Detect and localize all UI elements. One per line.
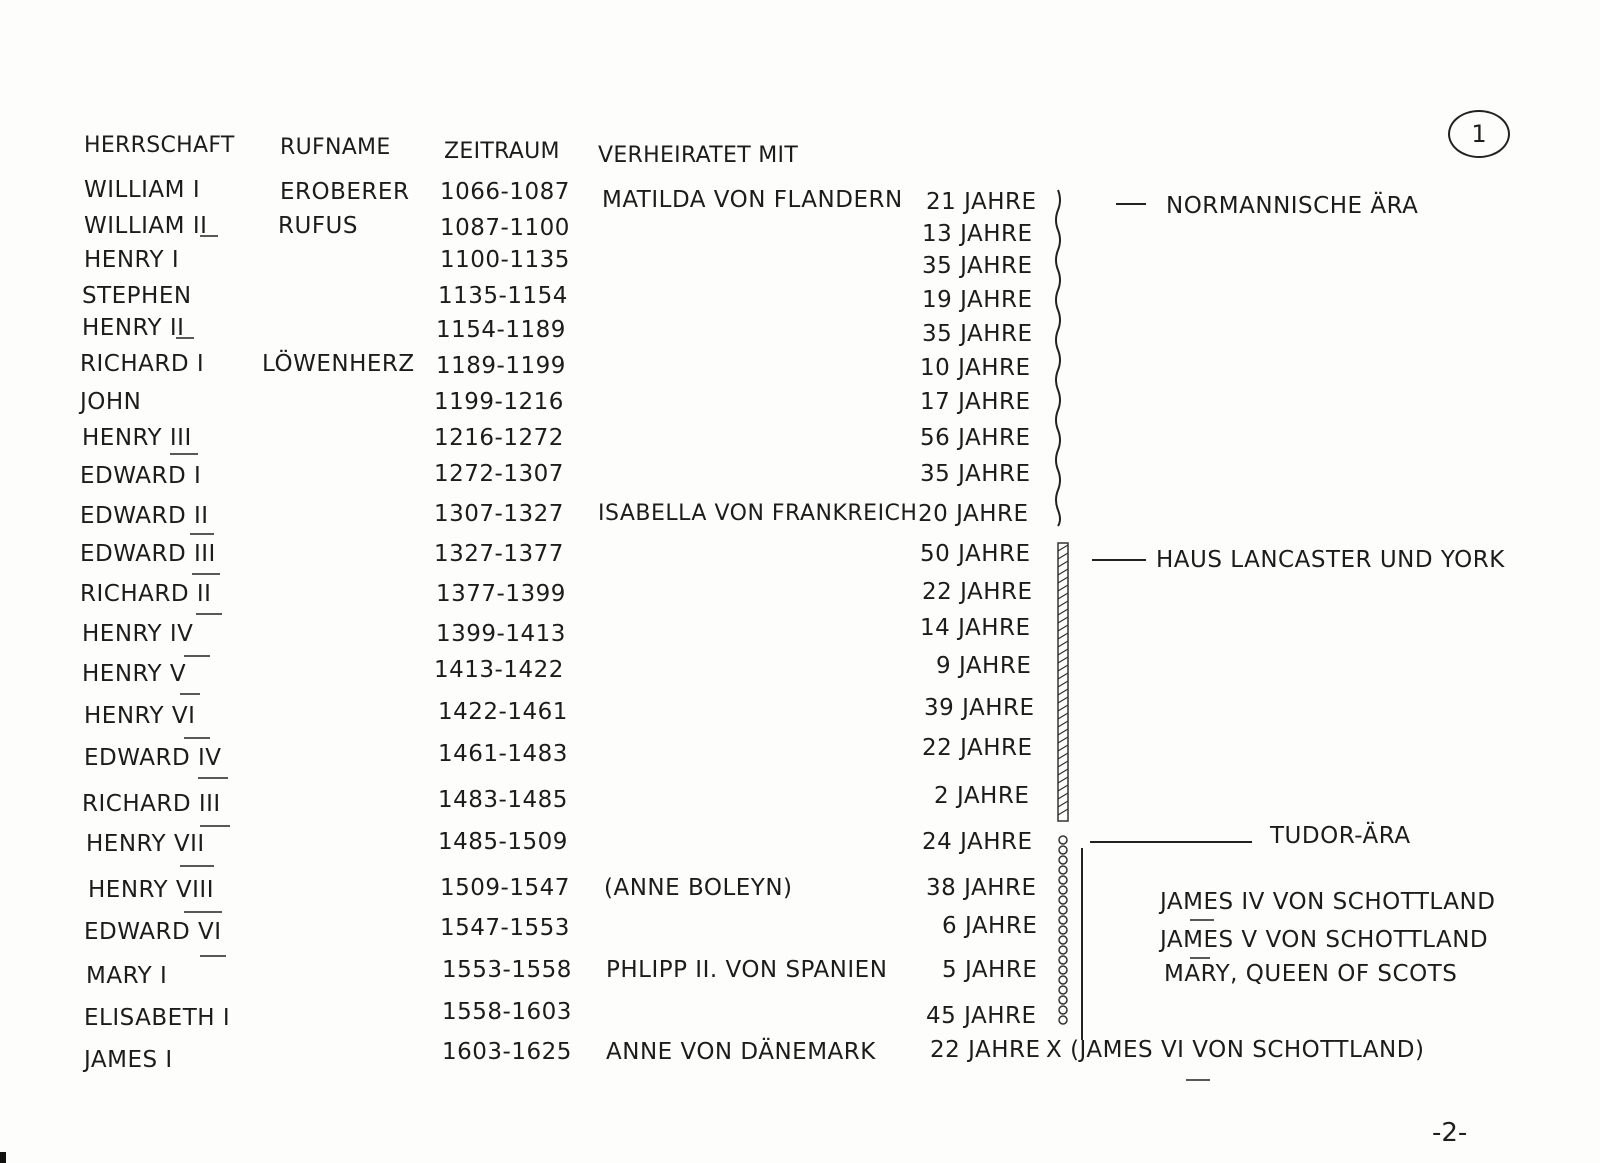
tudor-era-circle-chain: [1059, 836, 1067, 1024]
ruler-cell: EDWARD II: [80, 503, 209, 529]
duration-cell: 22 JAHRE: [930, 1037, 1041, 1063]
duration-cell: 19 JAHRE: [922, 287, 1033, 313]
ruler-cell: HENRY VIII: [88, 877, 214, 903]
duration-cell: 5 JAHRE: [942, 957, 1038, 983]
header-period: ZEITRAUM: [444, 139, 560, 164]
duration-cell: 20 JAHRE: [918, 501, 1029, 527]
period-cell: 1461-1483: [438, 741, 568, 767]
duration-cell: 22 JAHRE: [922, 579, 1033, 605]
period-cell: 1547-1553: [440, 915, 570, 941]
ruler-cell: EDWARD III: [80, 541, 216, 567]
duration-cell: 45 JAHRE: [926, 1003, 1037, 1029]
scotland-note: JAMES IV VON SCHOTTLAND: [1160, 889, 1496, 915]
scotland-note: MARY, QUEEN OF SCOTS: [1164, 961, 1458, 987]
era-label-lancaster-york: HAUS LANCASTER UND YORK: [1156, 547, 1505, 573]
ruler-cell: RICHARD III: [82, 791, 221, 817]
ruler-cell: HENRY IV: [82, 621, 194, 647]
nickname-cell: EROBERER: [280, 179, 410, 205]
period-cell: 1272-1307: [434, 461, 564, 487]
period-cell: 1307-1327: [434, 501, 564, 527]
header-married: VERHEIRATET MIT: [598, 143, 799, 168]
period-cell: 1399-1413: [436, 621, 566, 647]
page-footer: -2-: [1432, 1118, 1468, 1148]
period-cell: 1558-1603: [442, 999, 572, 1025]
married-cell: ISABELLA VON FRANKREICH: [598, 501, 918, 526]
header-nickname: RUFNAME: [280, 135, 391, 160]
duration-cell: 39 JAHRE: [924, 695, 1035, 721]
duration-cell: 6 JAHRE: [942, 913, 1038, 939]
era-label-tudor: TUDOR-ÄRA: [1270, 823, 1411, 849]
period-cell: 1154-1189: [436, 317, 566, 343]
header-ruler: HERRSCHAFT: [84, 133, 235, 158]
married-cell: ANNE VON DÄNEMARK: [606, 1039, 876, 1065]
duration-cell: 56 JAHRE: [920, 425, 1031, 451]
ruler-cell: WILLIAM I: [84, 177, 201, 203]
duration-cell: 17 JAHRE: [920, 389, 1031, 415]
period-cell: 1087-1100: [440, 215, 570, 241]
period-cell: 1509-1547: [440, 875, 570, 901]
period-cell: 1413-1422: [434, 657, 564, 683]
james-vi-note: X (JAMES VI VON SCHOTTLAND): [1046, 1037, 1425, 1063]
period-cell: 1135-1154: [438, 283, 568, 309]
nickname-cell: LÖWENHERZ: [262, 351, 415, 377]
duration-cell: 24 JAHRE: [922, 829, 1033, 855]
duration-cell: 21 JAHRE: [926, 189, 1037, 215]
ruler-cell: HENRY V: [82, 661, 187, 687]
norman-era-wavy-line: [1056, 190, 1060, 526]
ruler-cell: HENRY VI: [84, 703, 196, 729]
duration-cell: 14 JAHRE: [920, 615, 1031, 641]
page-number-circle: 1: [1448, 110, 1510, 158]
period-cell: 1485-1509: [438, 829, 568, 855]
period-cell: 1483-1485: [438, 787, 568, 813]
duration-cell: 9 JAHRE: [936, 653, 1032, 679]
scotland-note: JAMES V VON SCHOTTLAND: [1160, 927, 1489, 953]
duration-cell: 13 JAHRE: [922, 221, 1033, 247]
ruler-cell: HENRY III: [82, 425, 192, 451]
ruler-cell: WILLIAM II: [84, 213, 208, 239]
duration-cell: 38 JAHRE: [926, 875, 1037, 901]
ruler-cell: RICHARD II: [80, 581, 212, 607]
duration-cell: 35 JAHRE: [920, 461, 1031, 487]
ruler-cell: STEPHEN: [82, 283, 192, 309]
duration-cell: 2 JAHRE: [934, 783, 1030, 809]
period-cell: 1216-1272: [434, 425, 564, 451]
ruler-cell: HENRY VII: [86, 831, 205, 857]
ruler-cell: EDWARD IV: [84, 745, 222, 771]
period-cell: 1199-1216: [434, 389, 564, 415]
ruler-cell: JOHN: [80, 389, 142, 415]
ruler-cell: HENRY I: [84, 247, 180, 273]
period-cell: 1553-1558: [442, 957, 572, 983]
duration-cell: 35 JAHRE: [922, 321, 1033, 347]
married-cell: (ANNE BOLEYN): [604, 875, 793, 901]
ruler-cell: ELISABETH I: [84, 1005, 231, 1031]
period-cell: 1189-1199: [436, 353, 566, 379]
period-cell: 1603-1625: [442, 1039, 572, 1065]
period-cell: 1066-1087: [440, 179, 570, 205]
duration-cell: 10 JAHRE: [920, 355, 1031, 381]
duration-cell: 22 JAHRE: [922, 735, 1033, 761]
married-cell: MATILDA VON FLANDERN: [602, 187, 903, 213]
ruler-cell: JAMES I: [84, 1047, 173, 1073]
duration-cell: 50 JAHRE: [920, 541, 1031, 567]
period-cell: 1422-1461: [438, 699, 568, 725]
ruler-cell: MARY I: [86, 963, 168, 989]
ruler-cell: RICHARD I: [80, 351, 205, 377]
era-label-norman: NORMANNISCHE ÄRA: [1166, 193, 1419, 219]
period-cell: 1327-1377: [434, 541, 564, 567]
scan-corner-mark: [0, 1152, 6, 1163]
married-cell: PHLIPP II. VON SPANIEN: [606, 957, 888, 983]
duration-cell: 35 JAHRE: [922, 253, 1033, 279]
ruler-cell: EDWARD VI: [84, 919, 222, 945]
period-cell: 1100-1135: [440, 247, 570, 273]
nickname-cell: RUFUS: [278, 213, 358, 239]
ruler-cell: HENRY II: [82, 315, 185, 341]
period-cell: 1377-1399: [436, 581, 566, 607]
ruler-cell: EDWARD I: [80, 463, 202, 489]
